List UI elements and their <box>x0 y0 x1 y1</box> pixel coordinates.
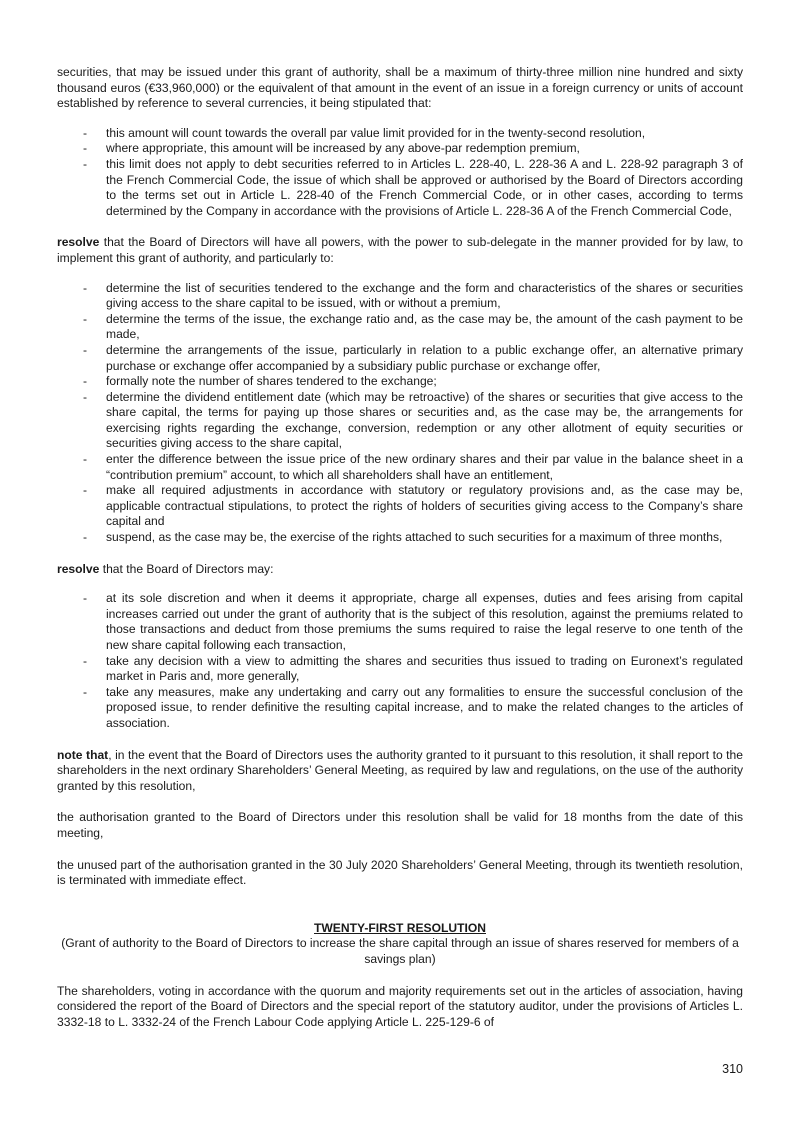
resolve-keyword: resolve <box>57 235 100 250</box>
list-item <box>57 530 743 546</box>
list-item-text: take any decision with a view to admitting the shares and securities thus issued to trading on Euronext’s regulated market in Paris and, more generally, <box>106 653 743 684</box>
list-item <box>57 483 743 530</box>
list-item-text: take any measures, make any undertaking and carry out any formalities to ensure the successful conclusion of the proposed issue, to render definitive the resulting capital increase, and to make the related changes to the articles of association. <box>106 684 743 730</box>
dash-marker: - <box>83 156 88 171</box>
list-item-text: suspend, as the case may be, the exercise of the rights attached to such securities for a maximum of three months, <box>106 530 723 545</box>
dash-marker: - <box>83 342 88 357</box>
note-paragraph <box>57 748 743 795</box>
dash-marker: - <box>83 141 88 156</box>
validity-paragraph: the authorisation granted to the Board of Directors under this resolution shall be valid for 18 months from the date of this meeting, <box>57 810 743 840</box>
list-item-text: determine the dividend entitlement date (which may be retroactive) of the shares or securities that give access to the share capital, the terms for paying up those shares or securities and, as the case may be, the arrangements for exercising rights regarding the exchange, conversion, redemption or any other allotment of equity securities or securities giving access to the share capital, <box>106 389 743 451</box>
dash-marker: - <box>83 684 88 699</box>
list-item <box>57 374 743 390</box>
note-keyword: note that <box>57 747 109 762</box>
resolution-subtitle: (Grant of authority to the Board of Directors to increase the share capital through an issue of shares reserved for members of a savings plan) <box>61 936 739 966</box>
resolve-powers-text: that the Board of Directors will have all powers, with the power to sub-delegate in the manner provided for by law, to implement this grant of authority, and particularly to: <box>57 235 743 265</box>
list-item-text: make all required adjustments in accordance with statutory or regulatory provisions and, as the case may be, applicable contractual stipulations, to protect the rights of holders of securities giving access to the Company’s share capital and <box>106 483 743 529</box>
dash-marker: - <box>83 530 88 545</box>
list-item-text: enter the difference between the issue price of the new ordinary shares and their par value in the balance sheet in a “contribution premium” account, to which all shareholders shall have an entitlement, <box>106 452 743 482</box>
list-item-text: determine the arrangements of the issue, particularly in relation to a public exchange offer, an alternative primary purchase or exchange offer accompanied by a subsidiary public purchase or exchange offer, <box>106 342 743 373</box>
dash-marker: - <box>83 452 88 467</box>
list-item-text: at its sole discretion and when it deems it appropriate, charge all expenses, duties and fees arising from capital increases carried out under the grant of authority that is the subject of this resolution, against the premiums related to those transactions and deduct from those premiums the sums required to raise the legal reserve to one tenth of the new share capital following each transaction, <box>106 591 743 652</box>
page-number: 310 <box>722 1062 743 1076</box>
dash-marker: - <box>83 374 88 389</box>
may-list <box>57 591 743 731</box>
list-item <box>57 281 743 312</box>
list-item <box>57 591 743 653</box>
dash-marker: - <box>83 280 88 295</box>
list-item <box>57 343 743 374</box>
list-item-text: determine the list of securities tendered to the exchange and the form and characteristics of the shares or securities giving access to the share capital to be issued, with or without a premium, <box>106 280 743 311</box>
intro-list <box>57 126 743 220</box>
powers-list <box>57 281 743 546</box>
termination-paragraph: the unused part of the authorisation granted in the 30 July 2020 Shareholders’ General Meeting, through its twentieth resolution, is terminated with immediate effect. <box>57 857 743 888</box>
list-item <box>57 126 743 142</box>
list-item-text: determine the terms of the issue, the exchange ratio and, as the case may be, the amount of the cash payment to be made, <box>106 311 743 342</box>
list-item-text: this limit does not apply to debt securities referred to in Articles L. 228-40, L. 228-36 A and L. 228-92 paragraph 3 of the French Commercial Code, the issue of which shall be approved or authorised by the Board of Directors according to the terms set out in Article L. 228-40 of the French Commercial Code, or in other cases, according to terms determined by the Company in accordance with the provisions of Article L. 228-36 A of the French Commercial Code, <box>106 156 743 218</box>
resolution-title: TWENTY-FIRST RESOLUTION <box>314 920 486 935</box>
list-item-text: where appropriate, this amount will be increased by any above-par redemption premium, <box>106 141 580 156</box>
list-item <box>57 390 743 452</box>
list-item-text: formally note the number of shares tendered to the exchange; <box>106 374 437 389</box>
dash-marker: - <box>83 591 88 606</box>
resolve-may-paragraph <box>57 562 743 578</box>
note-text: , in the event that the Board of Directors uses the authority granted to it pursuant to this resolution, it shall report to the shareholders in the next ordinary Shareholders’ General Meeting, as required by law and regulations, on the use of the authority granted by this resolution, <box>57 747 743 793</box>
dash-marker: - <box>83 125 88 140</box>
resolve-may-text: that the Board of Directors may: <box>99 561 274 576</box>
dash-marker: - <box>83 653 88 668</box>
list-item <box>57 312 743 343</box>
list-item <box>57 654 743 685</box>
dash-marker: - <box>83 311 88 326</box>
page-content <box>57 65 743 1030</box>
list-item <box>57 452 743 483</box>
list-item-text: this amount will count towards the overall par value limit provided for in the twenty-second resolution, <box>106 125 646 140</box>
intro-paragraph: securities, that may be issued under this grant of authority, shall be a maximum of thirty-three million nine hundred and sixty thousand euros (€33,960,000) or the equivalent of that amount in the event of an issue in a foreign currency or units of account established by reference to several currencies, it being stipulated that: <box>57 65 743 111</box>
resolve-powers-paragraph <box>57 235 743 266</box>
resolve-keyword: resolve <box>57 561 100 576</box>
list-item <box>57 685 743 732</box>
resolution-body: The shareholders, voting in accordance with the quorum and majority requirements set out in the articles of association, having considered the report of the Board of Directors and the special report of the statutory auditor, under the provisions of Articles L. 3332-18 to L. 3332-24 of the French Labour Code applying Article L. 225-129-6 of <box>57 983 743 1029</box>
dash-marker: - <box>83 483 88 498</box>
dash-marker: - <box>83 389 88 404</box>
list-item <box>57 157 743 219</box>
list-item <box>57 141 743 157</box>
